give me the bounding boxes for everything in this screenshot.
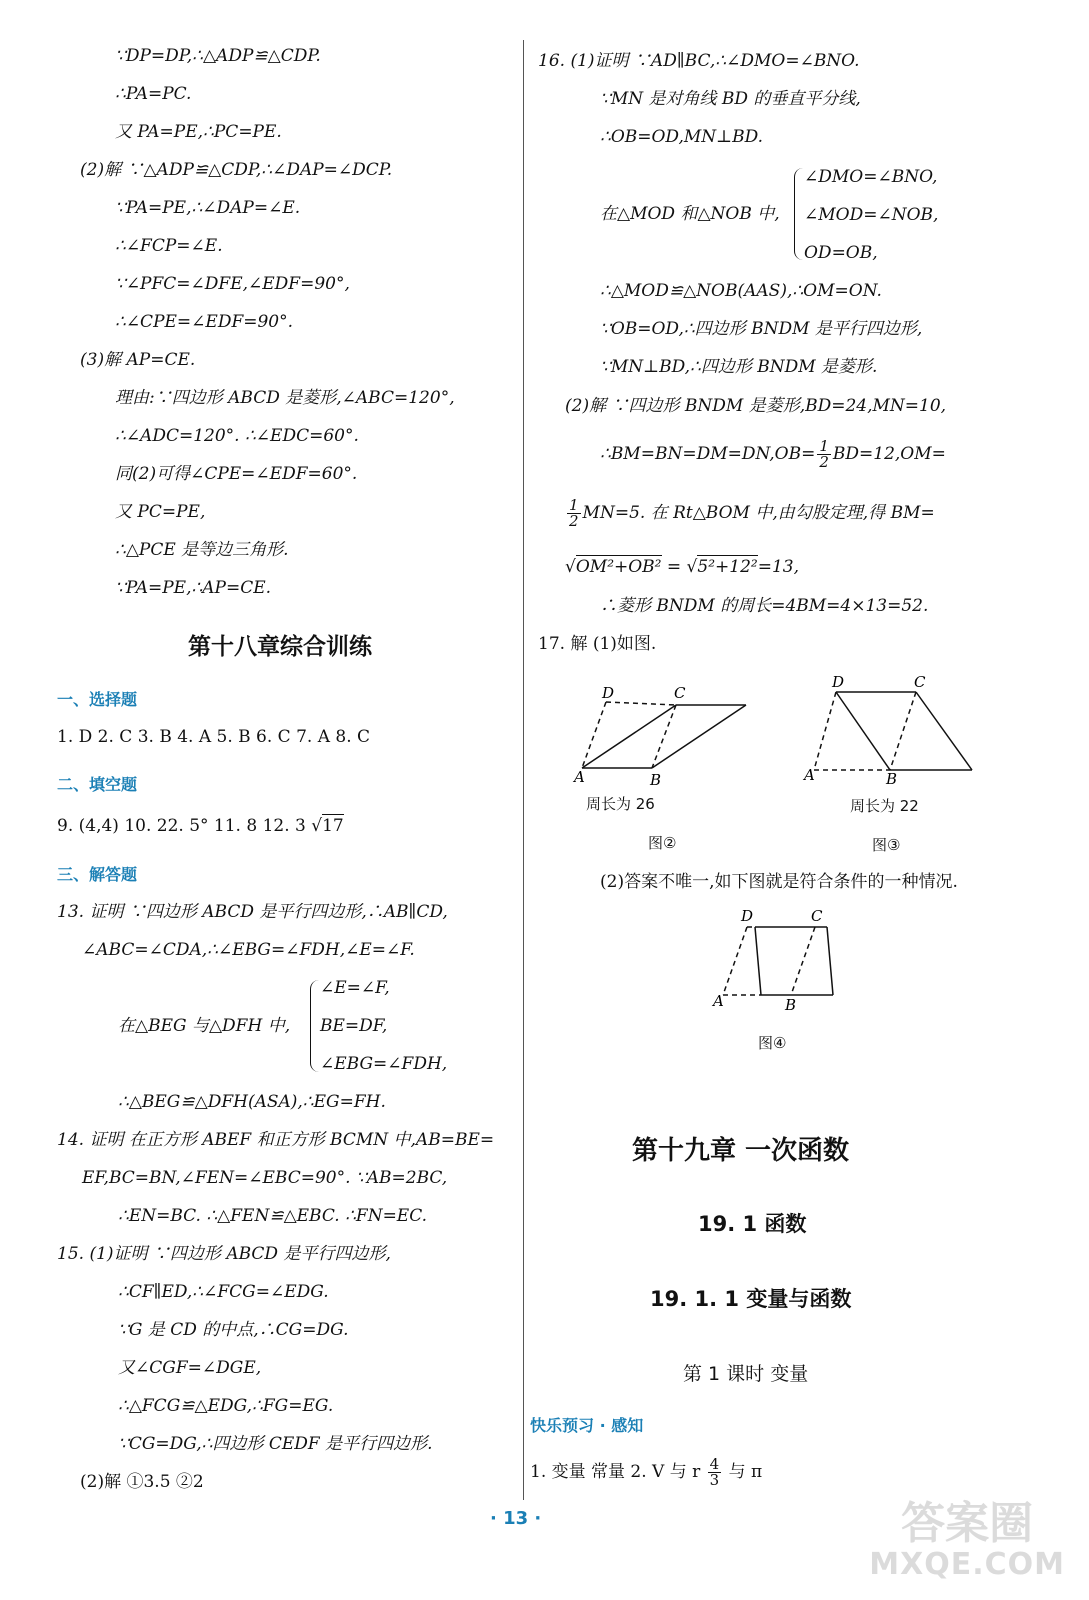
segment	[827, 927, 833, 995]
watermark: 答案圈 MXQE.COM	[869, 1498, 1065, 1582]
text-line: ∴CF∥ED,∴∠FCG=∠EDG.	[118, 1282, 329, 1302]
brace	[310, 980, 319, 1072]
text-line: ∵MN 是对角线 BD 的垂直平分线,	[600, 89, 861, 109]
section-heading: 一、选择题	[57, 690, 138, 709]
figure-label: 图④	[758, 1034, 787, 1052]
figure-2	[570, 680, 760, 790]
text-line: ∴∠FCP=∠E.	[115, 236, 223, 256]
fraction: $\frac{1}{2}$	[569, 496, 579, 530]
text-line: 在△BEG 与△DFH 中,	[118, 1016, 291, 1036]
text-line: ∴菱形 BNDM 的周长=4BM=4×13=52.	[600, 596, 929, 616]
text-line: ∴BM=BN=DM=DN,OB= $\frac{1}{2}$ BD=12,OM=	[600, 437, 946, 471]
figure-3	[800, 672, 985, 787]
answer-line: 9. (4,4) 10. 22. 5° 11. 8 12. 3 √17	[57, 816, 344, 836]
text-line: $\frac{1}{2}$ MN=5. 在 Rt△BOM 中,由勾股定理,得 BM=	[569, 496, 935, 530]
section-title: 19. 1 函数	[698, 1212, 807, 1236]
segment	[814, 692, 836, 770]
column-divider	[523, 40, 524, 1500]
text-line: (2)解 ∵四边形 BNDM 是菱形,BD=24,MN=10,	[565, 396, 947, 416]
segment	[916, 692, 972, 770]
point-label: B	[650, 771, 662, 789]
text-line: 理由:∵四边形 ABCD 是菱形,∠ABC=120°,	[115, 388, 455, 408]
point-label: D	[741, 907, 754, 925]
text-line: (2)解 ①3.5 ②2	[80, 1472, 204, 1492]
text-line: (3)解 AP=CE.	[80, 350, 196, 370]
text-line: ∠MOD=∠NOB,	[804, 205, 939, 225]
figure-caption: 周长为 22	[850, 797, 919, 815]
fraction: $\frac{4}{3}$	[709, 1455, 720, 1489]
point-label: A	[804, 766, 815, 784]
section-heading: 三、解答题	[57, 865, 138, 884]
text-line: 同(2)可得∠CPE=∠EDF=60°.	[115, 464, 358, 484]
text-line: ∠EBG=∠FDH,	[320, 1054, 448, 1074]
point-label: B	[886, 770, 898, 787]
figure-caption: 周长为 26	[586, 795, 655, 813]
text-line: (2)答案不唯一,如下图就是符合条件的一种情况.	[600, 872, 958, 892]
segment	[582, 705, 676, 768]
segment	[723, 927, 747, 995]
point-label: D	[832, 673, 845, 691]
text-line: 14. 证明 在正方形 ABEF 和正方形 BCMN 中,AB=BE=	[57, 1130, 495, 1150]
text-line: ∵∠PFC=∠DFE,∠EDF=90°,	[115, 274, 350, 294]
text-line: ∵PA=PE,∴∠DAP=∠E.	[115, 198, 301, 218]
point-label: C	[914, 673, 926, 691]
text-line: ∠DMO=∠BNO,	[804, 167, 938, 187]
text-line: ∠E=∠F,	[320, 978, 390, 998]
point-label: A	[574, 768, 585, 786]
text-line: ∴∠CPE=∠EDF=90°.	[115, 312, 294, 332]
text-line: 又∠CGF=∠DGE,	[118, 1358, 262, 1378]
text-line: ∵OB=OD,∴四边形 BNDM 是平行四边形,	[600, 319, 923, 339]
point-label: C	[811, 907, 823, 925]
text-line: ∠ABC=∠CDA,∴∠EBG=∠FDH,∠E=∠F.	[82, 940, 415, 960]
answer-line: 1. 变量 常量 2. V 与 r $\frac{4}{3}$ 与 π	[530, 1455, 763, 1489]
section-heading: 快乐预习 · 感知	[530, 1416, 644, 1435]
text-line: ∴∠ADC=120°. ∴∠EDC=60°.	[115, 426, 359, 446]
point-label: C	[674, 684, 686, 702]
text-line: (2)解 ∵△ADP≌△CDP,∴∠DAP=∠DCP.	[80, 160, 393, 180]
text-line: ∵PA=PE,∴AP=CE.	[115, 578, 272, 598]
segment	[791, 927, 815, 995]
segment	[606, 702, 676, 705]
segment	[652, 705, 746, 768]
text-line: ∴△MOD≌△NOB(AAS),∴OM=ON.	[600, 281, 882, 301]
point-label: D	[602, 684, 615, 702]
text-line: BE=DF,	[320, 1016, 388, 1036]
figure-4	[705, 905, 845, 1015]
text-line: 16. (1)证明 ∵AD∥BC,∴∠DMO=∠BNO.	[538, 51, 860, 71]
segment	[890, 692, 916, 770]
figure-label: 图②	[648, 834, 677, 852]
text-line: √OM²+OB² = √5²+12²=13,	[565, 557, 800, 577]
answer-line: 1. D 2. C 3. B 4. A 5. B 6. C 7. A 8. C	[57, 727, 371, 747]
brace	[794, 168, 803, 260]
text-line: ∴△PCE 是等边三角形.	[115, 540, 289, 560]
point-label: B	[785, 996, 797, 1014]
text-line: ∴EN=BC. ∴△FEN≌△EBC. ∴FN=EC.	[118, 1206, 428, 1226]
fraction: $\frac{1}{2}$	[819, 437, 829, 471]
text-line: ∵CG=DG,∴四边形 CEDF 是平行四边形.	[118, 1434, 433, 1454]
text-line: 17. 解 (1)如图.	[538, 634, 657, 654]
point-label: A	[713, 992, 724, 1010]
text-line: 又 PC=PE,	[115, 502, 206, 522]
lesson-title: 第 1 课时 变量	[683, 1363, 809, 1385]
text-line: ∴△BEG≌△DFH(ASA),∴EG=FH.	[118, 1092, 386, 1112]
text-line: ∴△FCG≌△EDG,∴FG=EG.	[118, 1396, 334, 1416]
text-line: OD=OB,	[804, 243, 878, 263]
text-line: EF,BC=BN,∠FEN=∠EBC=90°. ∵AB=2BC,	[82, 1168, 448, 1188]
sqrt-value: 17	[322, 816, 344, 836]
text-line: 又 PA=PE,∴PC=PE.	[115, 122, 282, 142]
segment	[652, 705, 676, 768]
page-number: · 13 ·	[490, 1508, 542, 1529]
chapter-title: 第十八章综合训练	[188, 634, 372, 660]
text-line: 15. (1)证明 ∵四边形 ABCD 是平行四边形,	[57, 1244, 391, 1264]
text-line: ∵G 是 CD 的中点,∴CG=DG.	[118, 1320, 349, 1340]
section-heading: 二、填空题	[57, 775, 138, 794]
chapter-title: 第十九章 一次函数	[632, 1136, 850, 1166]
subsection-title: 19. 1. 1 变量与函数	[650, 1287, 852, 1311]
text-line: ∴PA=PC.	[115, 84, 192, 104]
text-line: ∵MN⊥BD,∴四边形 BNDM 是菱形.	[600, 357, 878, 377]
segment	[755, 927, 761, 995]
segment	[582, 702, 606, 768]
fill-answers: 9. (4,4) 10. 22. 5° 11. 8 12. 3	[57, 816, 306, 836]
text-line: ∵DP=DP,∴△ADP≌△CDP.	[115, 46, 321, 66]
segment	[836, 692, 890, 770]
figure-label: 图③	[872, 836, 901, 854]
text-line: 在△MOD 和△NOB 中,	[600, 204, 780, 224]
text-line: 13. 证明 ∵四边形 ABCD 是平行四边形,∴AB∥CD,	[57, 902, 448, 922]
text-line: ∴OB=OD,MN⊥BD.	[600, 127, 764, 147]
